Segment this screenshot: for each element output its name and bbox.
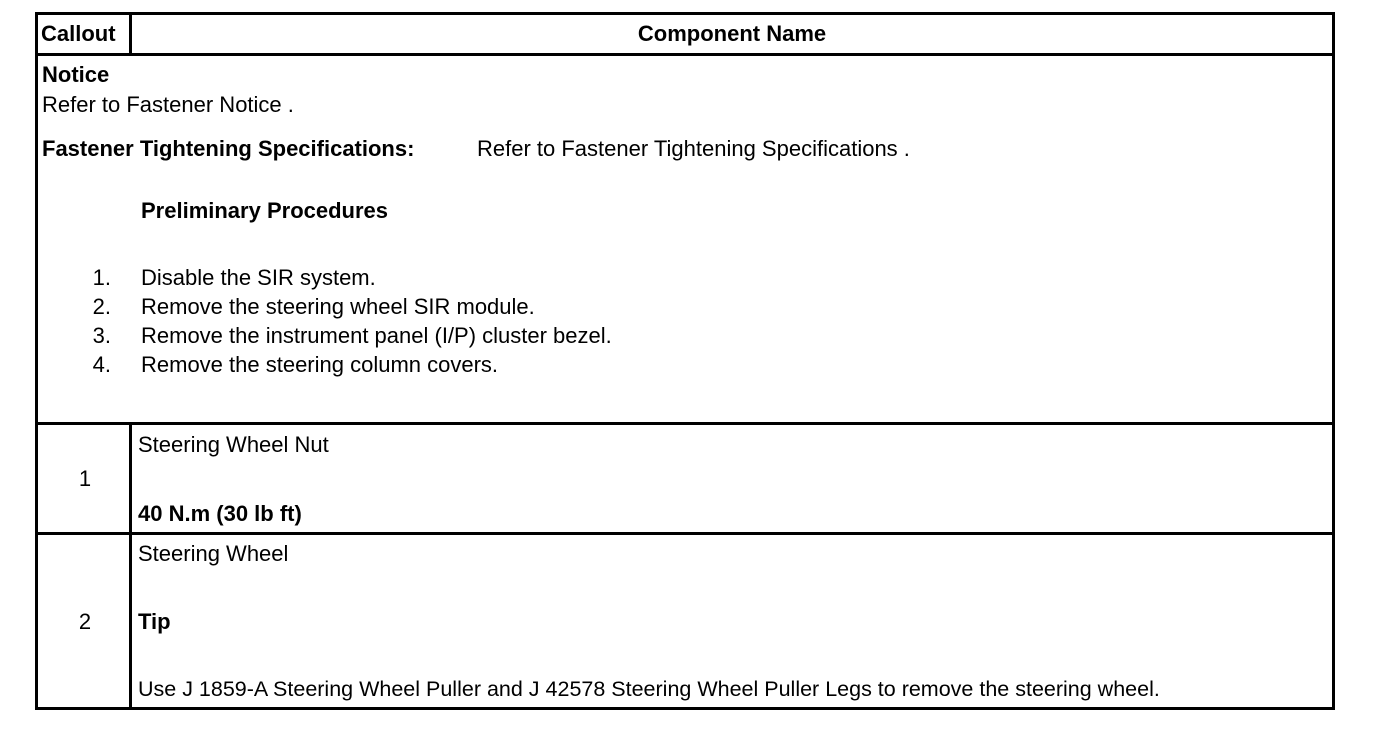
preliminary-title: Preliminary Procedures [141,198,389,223]
step-text: Disable the SIR system. [141,265,376,290]
header-callout: Callout [41,21,116,46]
header-divider [35,53,1335,56]
table-border-right [1332,12,1335,710]
notice-text: Refer to Fastener Notice . [42,92,294,117]
row-tip-text: Use J 1859-A Steering Wheel Puller and J 42578 Steering Wheel Puller Legs to remove the steering wheel. [138,677,1160,701]
step-text: Remove the steering column covers. [141,352,499,377]
step-text: Remove the instrument panel (I/P) cluster bezel. [141,323,612,348]
row-component-name: Steering Wheel [138,541,289,566]
component-table [35,12,1335,710]
row-divider [35,532,1335,535]
step-text: Remove the steering wheel SIR module. [141,294,535,319]
table-border-top [35,12,1335,15]
header-component-name: Component Name [637,21,827,46]
row-torque-spec: 40 N.m (30 lb ft) [138,501,302,526]
spec-label: Fastener Tightening Specifications: [42,136,415,161]
notice-divider [35,422,1335,425]
row-callout-number: 2 [78,609,92,634]
table-border-bottom [35,707,1335,710]
notice-title: Notice [42,62,110,87]
row-callout-number: 1 [78,466,92,491]
row-component-name: Steering Wheel Nut [138,432,329,457]
spec-text: Refer to Fastener Tightening Specifications . [477,136,910,161]
step-number: 1. [92,265,111,290]
step-number: 4. [92,352,111,377]
step-number: 3. [92,323,111,348]
row-tip-title: Tip [138,609,171,634]
step-number: 2. [92,294,111,319]
